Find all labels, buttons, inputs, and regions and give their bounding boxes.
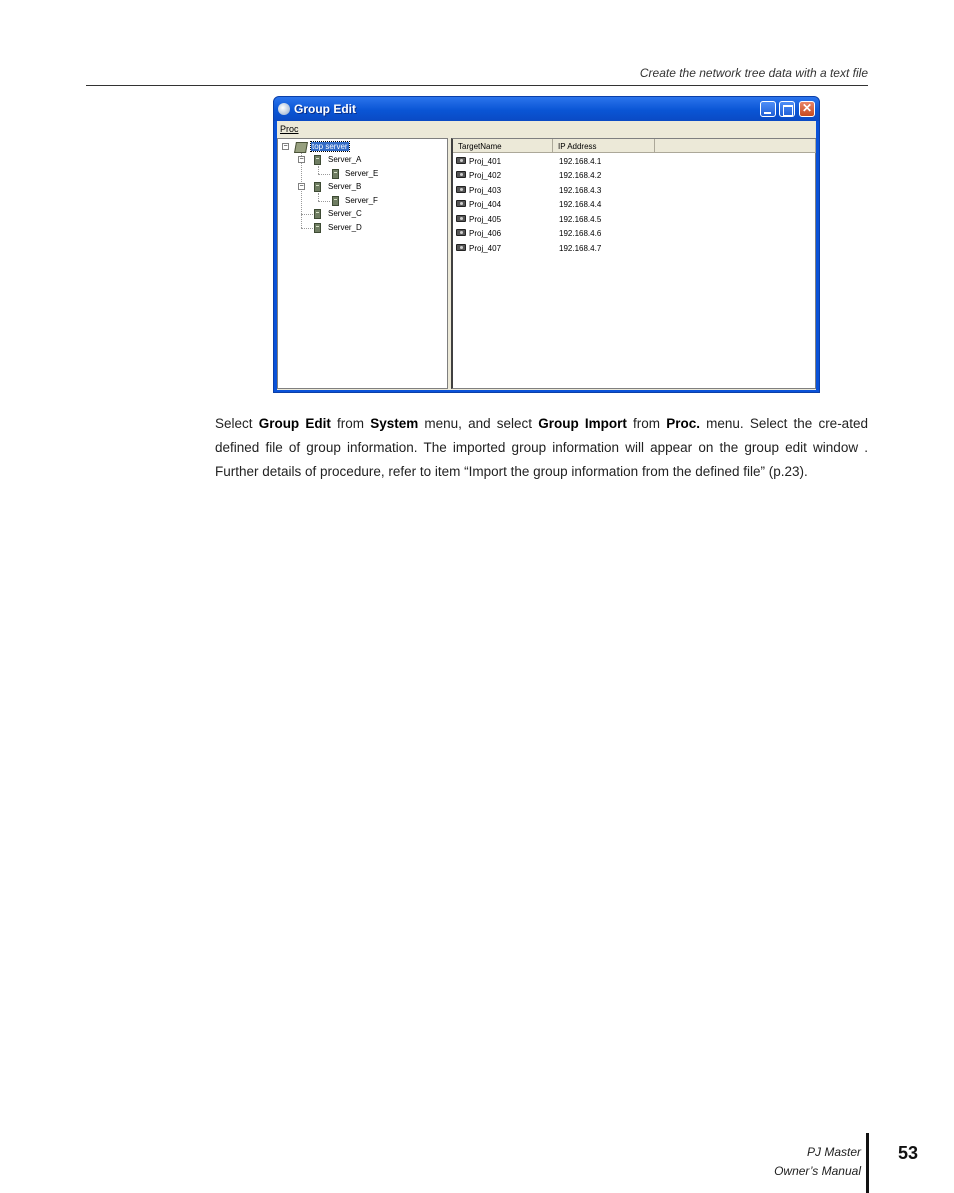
footer-product: PJ Master (806, 1145, 861, 1159)
target-list-view[interactable] (451, 138, 816, 389)
keyword-group-import: Group Import (538, 415, 627, 431)
minimize-button[interactable] (760, 101, 776, 117)
list-row[interactable] (453, 197, 813, 211)
collapse-icon[interactable]: − (299, 156, 304, 163)
close-button[interactable] (799, 101, 815, 117)
body-text: Select (215, 415, 259, 431)
body-text: menu. Select the cre-ated defined file of group information. The imported group information will appear on the group edit window . Further details of procedure, refer to item “Import the group information from the defined file” (p.23). (215, 415, 868, 479)
column-header-targetname[interactable]: TargetName (453, 139, 553, 153)
minimize-icon (764, 112, 771, 114)
cell-ip-address: 192.168.4.1 (559, 157, 602, 166)
body-text: menu, and select (418, 415, 539, 431)
header-rule (86, 85, 868, 86)
tree-node-label: top server (312, 142, 348, 151)
list-row[interactable] (453, 212, 813, 226)
tree-connector (301, 214, 313, 215)
footer-title (774, 1143, 861, 1181)
projector-icon (456, 171, 466, 178)
footer-manual: Owner’s Manual (774, 1164, 861, 1178)
cell-ip-address: 192.168.4.3 (559, 186, 602, 195)
cell-target-name: Proj_402 (469, 171, 502, 180)
cell-ip-address: 192.168.4.7 (559, 244, 602, 253)
footer-bar (866, 1133, 869, 1193)
list-row[interactable] (453, 226, 813, 240)
cell-ip-address: 192.168.4.4 (559, 200, 602, 209)
running-head: Create the network tree data with a text file (639, 66, 868, 80)
collapse-icon[interactable]: − (299, 183, 304, 190)
menu-proc[interactable]: Proc (280, 124, 299, 134)
column-header-ip-address[interactable]: IP Address (553, 139, 655, 153)
tree-node-label: Server_C (328, 209, 362, 218)
maximize-button[interactable] (779, 101, 795, 117)
projector-icon (456, 157, 466, 164)
cell-target-name: Proj_405 (469, 215, 502, 224)
cell-ip-address: 192.168.4.6 (559, 229, 602, 238)
page-number: 53 (898, 1143, 919, 1163)
list-row[interactable] (453, 241, 813, 255)
tree-node-label: Server_B (328, 182, 362, 191)
tree-node-label: Server_E (345, 169, 379, 178)
tree-connector (318, 201, 330, 202)
projector-icon (456, 186, 466, 193)
list-row[interactable] (453, 154, 813, 168)
keyword-system: System (370, 415, 419, 431)
tree-view[interactable] (277, 138, 448, 389)
cell-target-name: Proj_404 (469, 200, 502, 209)
close-icon: ✕ (801, 101, 813, 115)
group-edit-window (273, 96, 820, 393)
server-icon (314, 209, 321, 219)
cell-target-name: Proj_406 (469, 229, 502, 238)
list-row[interactable] (453, 168, 813, 182)
cell-target-name: Proj_407 (469, 244, 502, 253)
cell-target-name: Proj_401 (469, 157, 502, 166)
column-header-empty[interactable] (655, 139, 816, 153)
tree-connector (318, 166, 319, 174)
keyword-proc: Proc. (666, 415, 700, 431)
server-icon (314, 155, 321, 165)
projector-icon (456, 215, 466, 222)
body-text: from (330, 415, 371, 431)
body-text: from (626, 415, 667, 431)
server-icon (332, 196, 339, 206)
tree-node-label: Server_D (328, 223, 362, 232)
maximize-icon (783, 105, 793, 116)
menu-bar (277, 121, 816, 137)
tree-node-label: Server_A (328, 155, 362, 164)
collapse-icon[interactable]: − (283, 143, 288, 150)
title-bar[interactable] (274, 97, 819, 121)
instruction-paragraph (215, 412, 868, 484)
tree-connector (318, 193, 319, 201)
projector-icon (456, 200, 466, 207)
server-icon (314, 182, 321, 192)
cell-target-name: Proj_403 (469, 186, 502, 195)
keyword-group-edit: Group Edit (258, 415, 331, 431)
window-client-area (277, 121, 816, 390)
list-row[interactable] (453, 183, 813, 197)
tree-node-label: Server_F (345, 196, 378, 205)
projector-icon (456, 229, 466, 236)
projector-icon (456, 244, 466, 251)
network-icon (294, 142, 308, 153)
app-icon (278, 103, 290, 115)
window-title: Group Edit (294, 102, 356, 116)
cell-ip-address: 192.168.4.5 (559, 215, 602, 224)
tree-connector (318, 174, 330, 175)
server-icon (314, 223, 321, 233)
tree-connector (301, 228, 313, 229)
cell-ip-address: 192.168.4.2 (559, 171, 602, 180)
server-icon (332, 169, 339, 179)
